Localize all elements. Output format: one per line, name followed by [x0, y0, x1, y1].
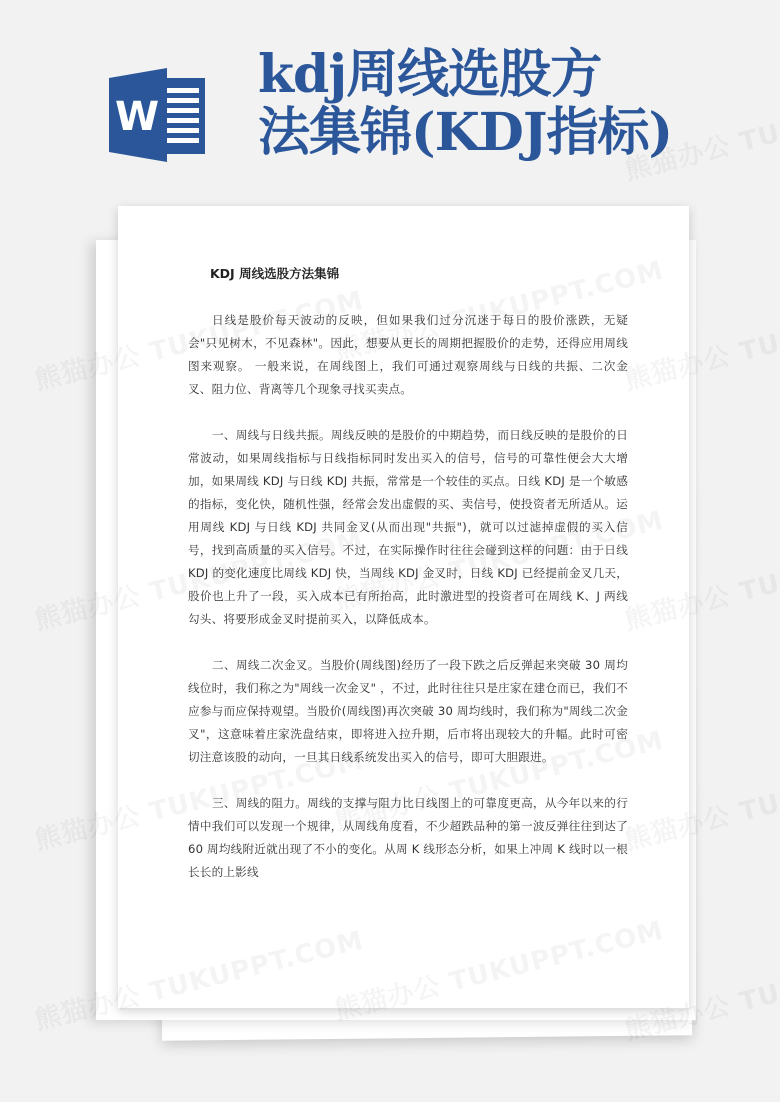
document-title: KDJ 周线选股方法集锦	[210, 266, 340, 281]
paragraph-1: 一、周线与日线共振。周线反映的是股价的中期趋势，而日线反映的是股价的日常波动，如果周线指标与日线指标同时发出买入的信号，信号的可靠性便会大大增加，如果周线 KDJ 与日线 KDJ 共振，常常是一个较佳的买点。日线 KDJ 是一个敏感的指标，变化快，随机性强，经常会发出虚假的买、卖信号，使投资者无所适从。运用周线 KDJ 与日线 KDJ 共同金叉(从而出现"共振")，就可以过滤掉虚假的买入信号，找到高质量的买入信号。不过，在实际操作时往往会碰到这样的问题：由于日线 KDJ 的变化速度比周线 KDJ 快，当周线 KDJ 金叉时，日线 KDJ 已经提前金叉几天，股价也上升了一段，买入成本已有所抬高，此时激进型的投资者可在周线 K、J 两线勾头、将要形成金叉时提前买入，以降低成本。	[188, 428, 628, 626]
page-title	[258, 46, 678, 162]
header	[0, 0, 780, 200]
word-document-icon	[109, 68, 207, 162]
paragraph-2: 二、周线二次金叉。当股价(周线图)经历了一段下跌之后反弹起来突破 30 周均线位时，我们称之为"周线一次金叉" ，不过，此时往往只是庄家在建仓而已，我们不应参与而应保持观望。当股价(周线图)再次突破 30 周均线时，我们称为"周线二次金叉"，这意味着庄家洗盘结束，即将进入拉升期，后市将出现较大的升幅。此时可密切注意该股的动向，一旦其日线系统发出买入的信号，即可大胆跟进。	[188, 658, 628, 764]
svg-text:W: W	[114, 94, 160, 140]
title-line-2: 法集锦(KDJ指标)	[258, 102, 673, 163]
title-line-1: kdj周线选股方	[258, 44, 602, 105]
paragraph-intro: 日线是股价每天波动的反映，但如果我们过分沉迷于每日的股价涨跌，无疑会"只见树木，不见森林"。因此，想要从更长的周期把握股价的走势，还得应用周线图来观察。 一般来说，在周线图上，我们可通过观察周线与日线的共振、二次金叉、阻力位、背离等几个现象寻找买卖点。	[188, 313, 628, 396]
document-page	[118, 206, 689, 1008]
paragraph-3: 三、周线的阻力。周线的支撑与阻力比日线图上的可靠度更高，从今年以来的行情中我们可以发现一个规律，从周线角度看，不少超跌品种的第一波反弹往往到达了 60 周均线附近就出现了不小的变化。从周 K 线形态分析，如果上冲周 K 线时以一根长长的上影线	[188, 796, 628, 879]
document-content	[188, 258, 628, 907]
